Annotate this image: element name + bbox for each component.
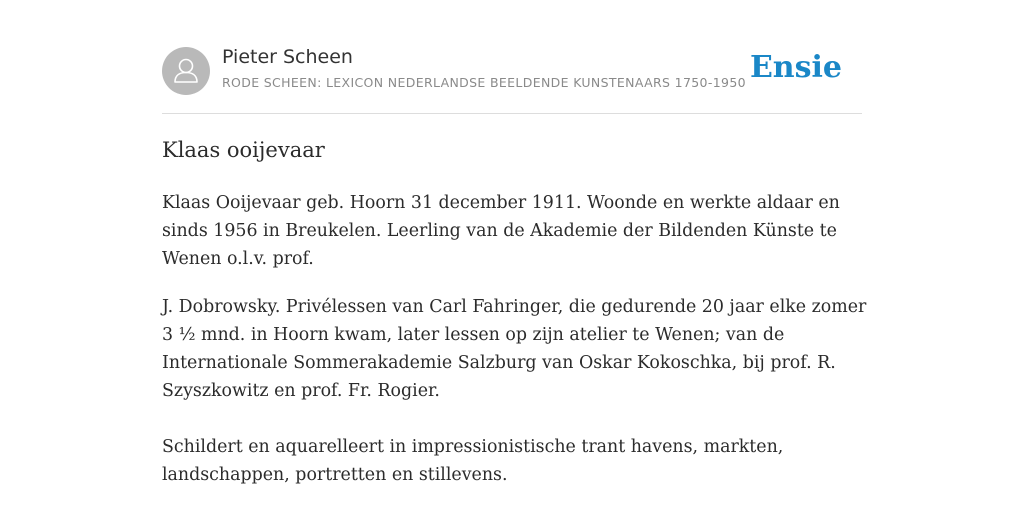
author-name[interactable]: Pieter Scheen (222, 46, 353, 68)
ensie-logo[interactable]: Ensie (749, 50, 842, 85)
paragraph-2: J. Dobrowsky. Privélessen van Carl Fahringer, die gedurende 20 jaar elke zomer 3 ½ mnd. in Hoorn kwam, later lessen op zijn atelier te Wenen; van de Internationale Sommerakademie Salzburg van Oskar Kokoschka, bij prof. R. Szyszkowitz en prof. Fr. Rogier. (162, 297, 867, 401)
user-silhouette-icon (162, 47, 210, 95)
entry-header (162, 46, 862, 114)
entry-title: Klaas ooijevaar (162, 138, 325, 162)
paragraph-3: Schildert en aquarelleert in impressionistische trant havens, markten, landschappen, portretten en stillevens. (162, 437, 784, 485)
source-title[interactable]: RODE SCHEEN: LEXICON NEDERLANDSE BEELDENDE KUNSTENAARS 1750-1950 (222, 75, 746, 90)
paragraph-1: Klaas Ooijevaar geb. Hoorn 31 december 1911. Woonde en werkte aldaar en sinds 1956 in Breukelen. Leerling van de Akademie der Bildenden Künste te Wenen o.l.v. prof. (162, 193, 840, 269)
author-avatar[interactable] (162, 47, 210, 95)
